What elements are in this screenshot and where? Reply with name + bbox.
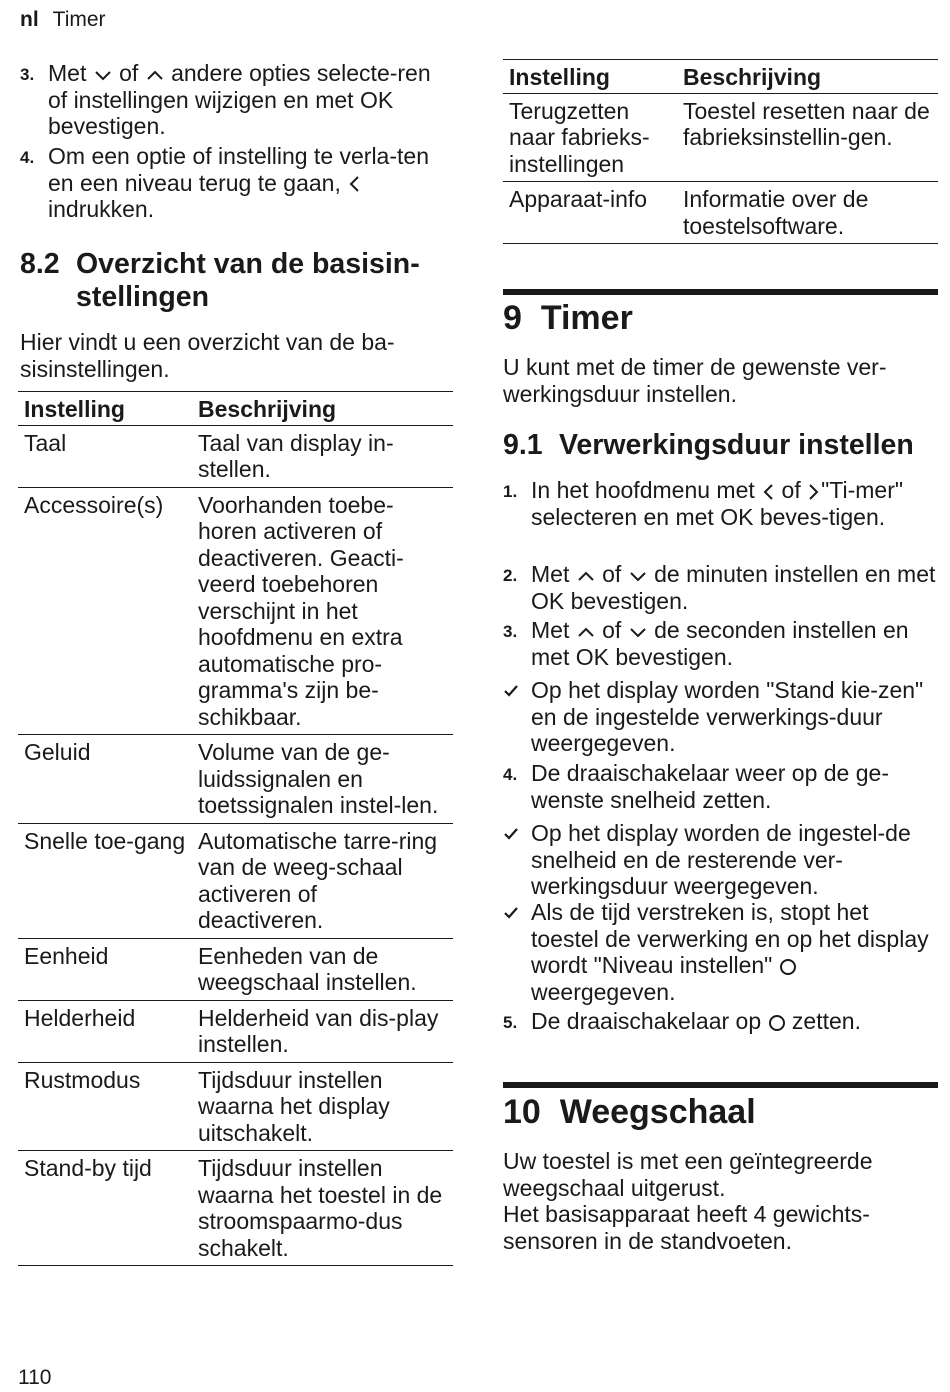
step-number: 3. [503, 622, 518, 641]
result-item [503, 899, 938, 1007]
chapter-title: Timer [540, 299, 633, 337]
column-header: Instelling [24, 396, 125, 422]
result-text: Op het display worden de ingestel-de snelheid en de resterende ver-werkingsduur weergegeven. [531, 820, 911, 899]
section-title-line1: Overzicht van de basisin- [76, 248, 420, 280]
table-header-row [503, 60, 938, 94]
section-title-line2: stellingen [76, 281, 210, 313]
step-4 [503, 760, 938, 815]
section-number: 8.2 [20, 248, 60, 280]
result-text: Als de tijd verstreken is, stopt het toestel de verwerking en op het display wordt "Niveau instellen" weergegeven. [531, 899, 929, 1005]
chapter-divider [503, 289, 938, 295]
step-text: De draaischakelaar weer op de ge-wenste snelheid zetten. [531, 760, 889, 813]
step-number: 3. [20, 65, 35, 84]
step-number: 5. [503, 1013, 518, 1032]
column-header: Beschrijving [198, 396, 337, 422]
settings-table-continued [503, 59, 938, 244]
ok-key: OK [531, 587, 565, 614]
chapter-divider [503, 1082, 938, 1088]
table-row: Taal Taal van display in-stellen. [18, 425, 453, 487]
step-text: Met of de seconden instellen en met OK bevestigen. [531, 617, 909, 670]
table-row: Stand-by tijd Tijdsduur instellen waarna het toestel in de stroomspaarmo-dus schakelt. [18, 1151, 453, 1266]
step-2 [503, 561, 938, 616]
page-number: 110 [18, 1366, 52, 1389]
table-row: Rustmodus Tijdsduur instellen waarna het display uitschakelt. [18, 1062, 453, 1151]
chapter-heading-9 [503, 298, 938, 338]
chevron-right-icon [807, 482, 821, 502]
language-code: nl [20, 8, 39, 31]
section-heading-8-2 [20, 248, 450, 318]
section-heading-9-1 [503, 429, 943, 465]
step-text: Met of de minuten instellen en met OK bevestigen. [531, 561, 936, 614]
chevron-left-icon [761, 482, 775, 502]
step-number: 4. [20, 148, 35, 167]
step-number: 4. [503, 765, 518, 784]
section-intro: Hier vindt u een overzicht van de ba-sisinstellingen. [20, 329, 395, 382]
result-text: Op het display worden "Stand kie-zen" en de ingestelde verwerkings-duur weergegeven. [531, 677, 924, 756]
table-row: Accessoire(s) Voorhanden toebe-horen activeren of deactiveren. Geacti-veerd toebehoren verschijnt in het hoofdmenu en extra automatische pro-gramma's zijn be-schikbaar. [18, 487, 453, 735]
ok-key: OK [720, 503, 754, 530]
ok-key: OK [359, 86, 394, 113]
section-title: Verwerkingsduur instellen [559, 429, 914, 461]
checkmark-icon [503, 905, 519, 921]
circle-icon [768, 1014, 786, 1032]
checkmark-icon [503, 683, 519, 699]
table-row: Snelle toe-gang Automatische tarre-ring van de weeg-schaal activeren of deactiveren. [18, 823, 453, 938]
chapter-intro: Uw toestel is met een geïntegreerde weegschaal uitgerust. Het basisapparaat heeft 4 gewichts-sensoren in de standvoeten. [503, 1148, 873, 1254]
chapter-number: 10 [503, 1093, 541, 1131]
table-row: Apparaat-info Informatie over de toestelsoftware. [503, 182, 938, 244]
table-row: Terugzetten naar fabrieks-instellingen Toestel resetten naar de fabrieksinstellin-gen. [503, 93, 938, 182]
result-item [503, 820, 938, 902]
chevron-up-icon [576, 625, 596, 639]
ok-key: OK [575, 643, 609, 670]
chevron-up-icon [576, 569, 596, 583]
running-header [20, 8, 106, 32]
chapter-title: Weegschaal [559, 1093, 756, 1131]
table-row: Eenheid Eenheden van de weegschaal instellen. [18, 938, 453, 1000]
step-text: Met of andere opties selecte-ren of instellingen wijzigen en met OK bevestigen. [48, 60, 431, 139]
step-1 [503, 477, 938, 559]
chapter-number: 9 [503, 299, 522, 337]
step-number: 2. [503, 566, 518, 585]
chapter-intro: U kunt met de timer de gewenste ver-werkingsduur instellen. [503, 354, 887, 407]
section-number: 9.1 [503, 429, 543, 461]
step-text: Om een optie of instelling te verla-ten en een niveau terug te gaan, indrukken. [48, 143, 429, 222]
table-row: Geluid Volume van de ge-luidssignalen en toetssignalen instel-len. [18, 735, 453, 824]
step-4 [20, 143, 450, 223]
chevron-left-icon [347, 174, 361, 194]
chapter-heading-10 [503, 1092, 938, 1132]
step-number: 1. [503, 482, 518, 501]
column-header: Instelling [509, 64, 610, 90]
step-text: De draaischakelaar op zetten. [531, 1008, 861, 1034]
header-title: Timer [52, 8, 106, 31]
step-3 [503, 617, 938, 672]
chevron-down-icon [628, 625, 648, 639]
chevron-down-icon [628, 569, 648, 583]
chevron-down-icon [93, 68, 113, 82]
column-header: Beschrijving [683, 64, 822, 90]
settings-table [18, 391, 453, 1266]
step-3 [20, 60, 450, 140]
step-text: In het hoofdmenu met of "Ti-mer" selecteren en met OK beves-tigen. [531, 477, 904, 530]
table-header-row [18, 392, 453, 426]
circle-icon [779, 958, 797, 976]
result-item [503, 677, 938, 759]
table-row: Helderheid Helderheid van dis-play instellen. [18, 1000, 453, 1062]
checkmark-icon [503, 826, 519, 842]
step-5 [503, 1008, 938, 1038]
chevron-up-icon [145, 68, 165, 82]
